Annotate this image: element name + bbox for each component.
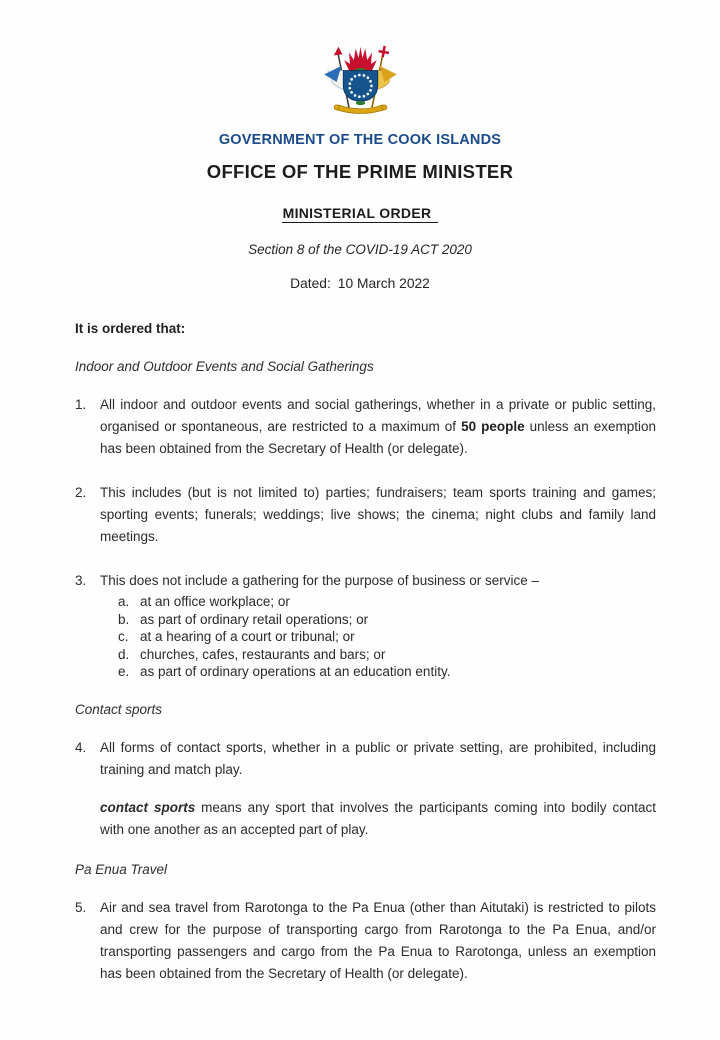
item-number: 3. <box>75 573 87 588</box>
cook-islands-coat-of-arms-icon <box>308 44 413 122</box>
item-number: 5. <box>75 899 87 915</box>
order-item-5 <box>75 897 656 985</box>
item-text: This includes (but is not limited to) parties; fundraisers; team sports training and games; sporting events; funerals; weddings; live shows; the cinema; night clubs and family land meetings. <box>100 485 656 544</box>
item-text: Air and sea travel from Rarotonga to the Pa Enua (other than Aitutaki) is restricted to pilots and crew for the purpose of transporting cargo from Rarotonga to the Pa Enua, and/or transporting passengers and cargo from the Pa Enua to Rarotonga, unless an exemption has been obtained from the Secretary of Health (or delegate). <box>100 899 656 981</box>
item-3-sublist <box>118 593 656 681</box>
sub-item-e <box>118 663 656 681</box>
sub-item-letter: d. <box>118 646 130 662</box>
item-number: 4. <box>75 739 87 755</box>
ordered-intro: It is ordered that: <box>75 321 186 336</box>
item-text: This does not include a gathering for the purpose of business or service – <box>100 573 540 588</box>
heading-contact-sports: Contact sports <box>75 701 163 717</box>
dated-value: 10 March 2022 <box>337 276 430 291</box>
sub-item-letter: b. <box>118 611 130 627</box>
item-number: 1. <box>75 397 87 412</box>
definition-text: means any sport that involves the participants coming into bodily contact with one another as an accepted part of play. <box>100 799 656 837</box>
order-item-3 <box>75 570 656 592</box>
office-title: OFFICE OF THE PRIME MINISTER <box>206 161 514 182</box>
sub-item-text: at a hearing of a court or tribunal; or <box>140 629 355 644</box>
item-number: 2. <box>75 485 87 500</box>
sub-item-letter: e. <box>118 664 130 679</box>
sub-item-d <box>118 646 656 664</box>
government-title: GOVERNMENT OF THE COOK ISLANDS <box>218 132 502 148</box>
sub-item-c <box>118 628 656 646</box>
item-text: All forms of contact sports, whether in a public or private setting, are prohibited, including training and match play. <box>100 739 656 777</box>
heading-events: Indoor and Outdoor Events and Social Gatherings <box>75 359 374 374</box>
order-title <box>0 205 720 223</box>
sub-item-text: as part of ordinary retail operations; or <box>140 611 369 627</box>
item-1-bold-phrase: 50 people <box>461 419 525 434</box>
sub-item-text: as part of ordinary operations at an education entity. <box>140 664 451 679</box>
order-item-1 <box>75 394 656 460</box>
sub-item-b <box>118 611 656 629</box>
sub-item-text: at an office workplace; or <box>140 594 290 609</box>
order-item-4 <box>75 737 656 781</box>
definition-term: contact sports <box>100 799 196 815</box>
sub-item-text: churches, cafes, restaurants and bars; or <box>140 646 386 662</box>
document-body <box>0 318 720 985</box>
item-1-text-after: unless an exemption has been obtained from the Secretary of Health (or delegate). <box>100 419 656 456</box>
contact-sports-definition <box>100 797 656 841</box>
act-section-line: Section 8 of the COVID-19 ACT 2020 <box>248 242 472 257</box>
sub-item-letter: c. <box>118 629 129 644</box>
dated-line <box>0 276 720 291</box>
order-item-2 <box>75 482 656 548</box>
item-text <box>100 394 656 460</box>
order-title-text: MINISTERIAL ORDER <box>282 205 439 223</box>
heading-pa-enua-travel: Pa Enua Travel <box>75 861 168 877</box>
emblem-container <box>0 44 720 122</box>
document-header <box>0 44 720 291</box>
sub-item-a <box>118 593 656 611</box>
sub-item-letter: a. <box>118 594 130 609</box>
dated-label: Dated: <box>290 276 331 291</box>
item-1-text-before: All indoor and outdoor events and social gatherings, whether in a private or public setting, organised or spontaneous, are restricted to a maximum of <box>100 397 656 434</box>
